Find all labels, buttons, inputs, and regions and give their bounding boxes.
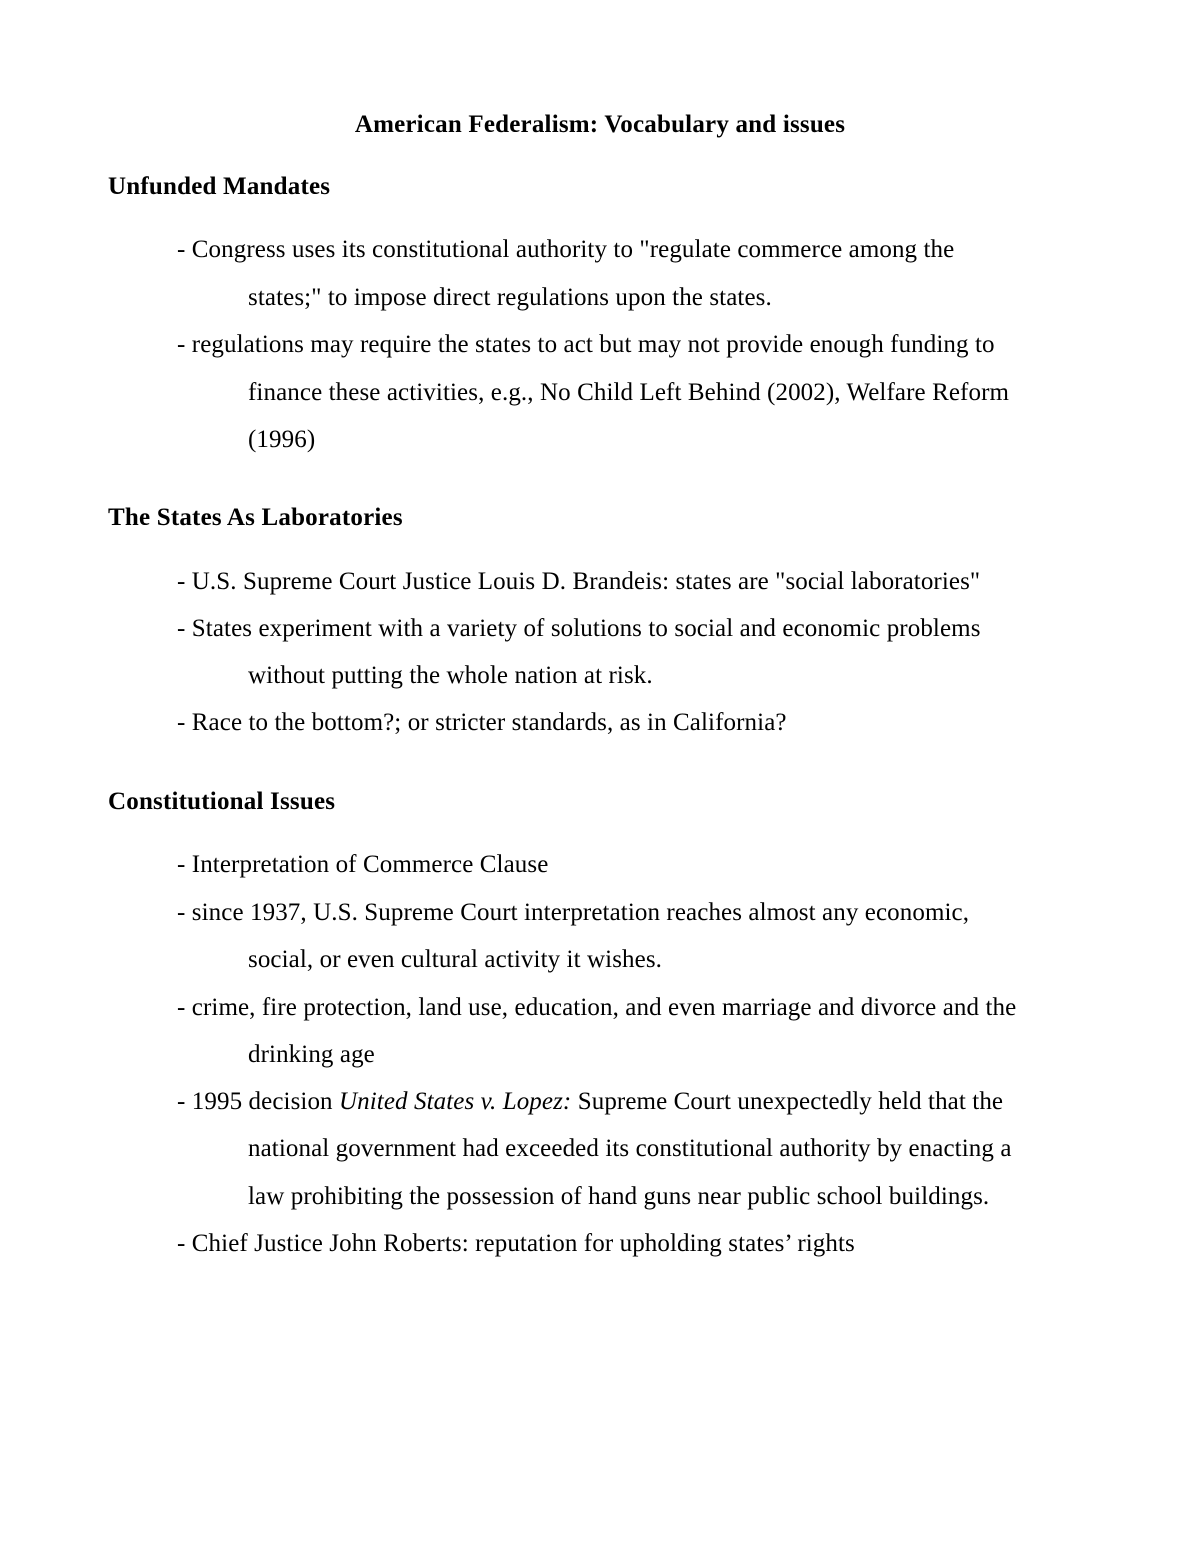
document-title: American Federalism: Vocabulary and issues	[354, 111, 846, 138]
section-heading-states-as-laboratories: The States As Laboratories	[108, 504, 403, 531]
bullet-line: - since 1937, U.S. Supreme Court interpretation reaches almost any economic,	[177, 899, 970, 926]
continuation-line: (1996)	[248, 426, 316, 453]
case-name: United States v. Lopez:	[339, 1088, 572, 1115]
bullet-line: - States experiment with a variety of solutions to social and economic problems	[177, 615, 981, 642]
bullet-line-lopez	[177, 1087, 1003, 1117]
continuation-line: drinking age	[248, 1041, 375, 1068]
lopez-prefix: - 1995 decision	[177, 1088, 339, 1115]
continuation-line: without putting the whole nation at risk.	[248, 662, 653, 689]
bullet-line: - U.S. Supreme Court Justice Louis D. Brandeis: states are "social laboratories"	[177, 568, 981, 595]
bullet-line: - Race to the bottom?; or stricter standards, as in California?	[177, 709, 787, 736]
section-heading-unfunded-mandates: Unfunded Mandates	[108, 173, 331, 200]
bullet-line: - crime, fire protection, land use, education, and even marriage and divorce and the	[177, 994, 1017, 1021]
continuation-line: states;" to impose direct regulations upon the states.	[248, 284, 772, 311]
bullet-line: - regulations may require the states to act but may not provide enough funding to	[177, 331, 995, 358]
continuation-line: social, or even cultural activity it wishes.	[248, 946, 663, 973]
bullet-line: - Chief Justice John Roberts: reputation for upholding states’ rights	[177, 1230, 855, 1257]
continuation-line: finance these activities, e.g., No Child Left Behind (2002), Welfare Reform	[248, 379, 1010, 406]
bullet-line: - Interpretation of Commerce Clause	[177, 851, 549, 878]
continuation-line: national government had exceeded its constitutional authority by enacting a	[248, 1135, 1012, 1162]
bullet-line: - Congress uses its constitutional authority to "regulate commerce among the	[177, 236, 955, 263]
section-heading-constitutional-issues: Constitutional Issues	[108, 788, 336, 815]
lopez-suffix: Supreme Court unexpectedly held that the	[571, 1088, 1004, 1115]
continuation-line: law prohibiting the possession of hand guns near public school buildings.	[248, 1183, 990, 1210]
